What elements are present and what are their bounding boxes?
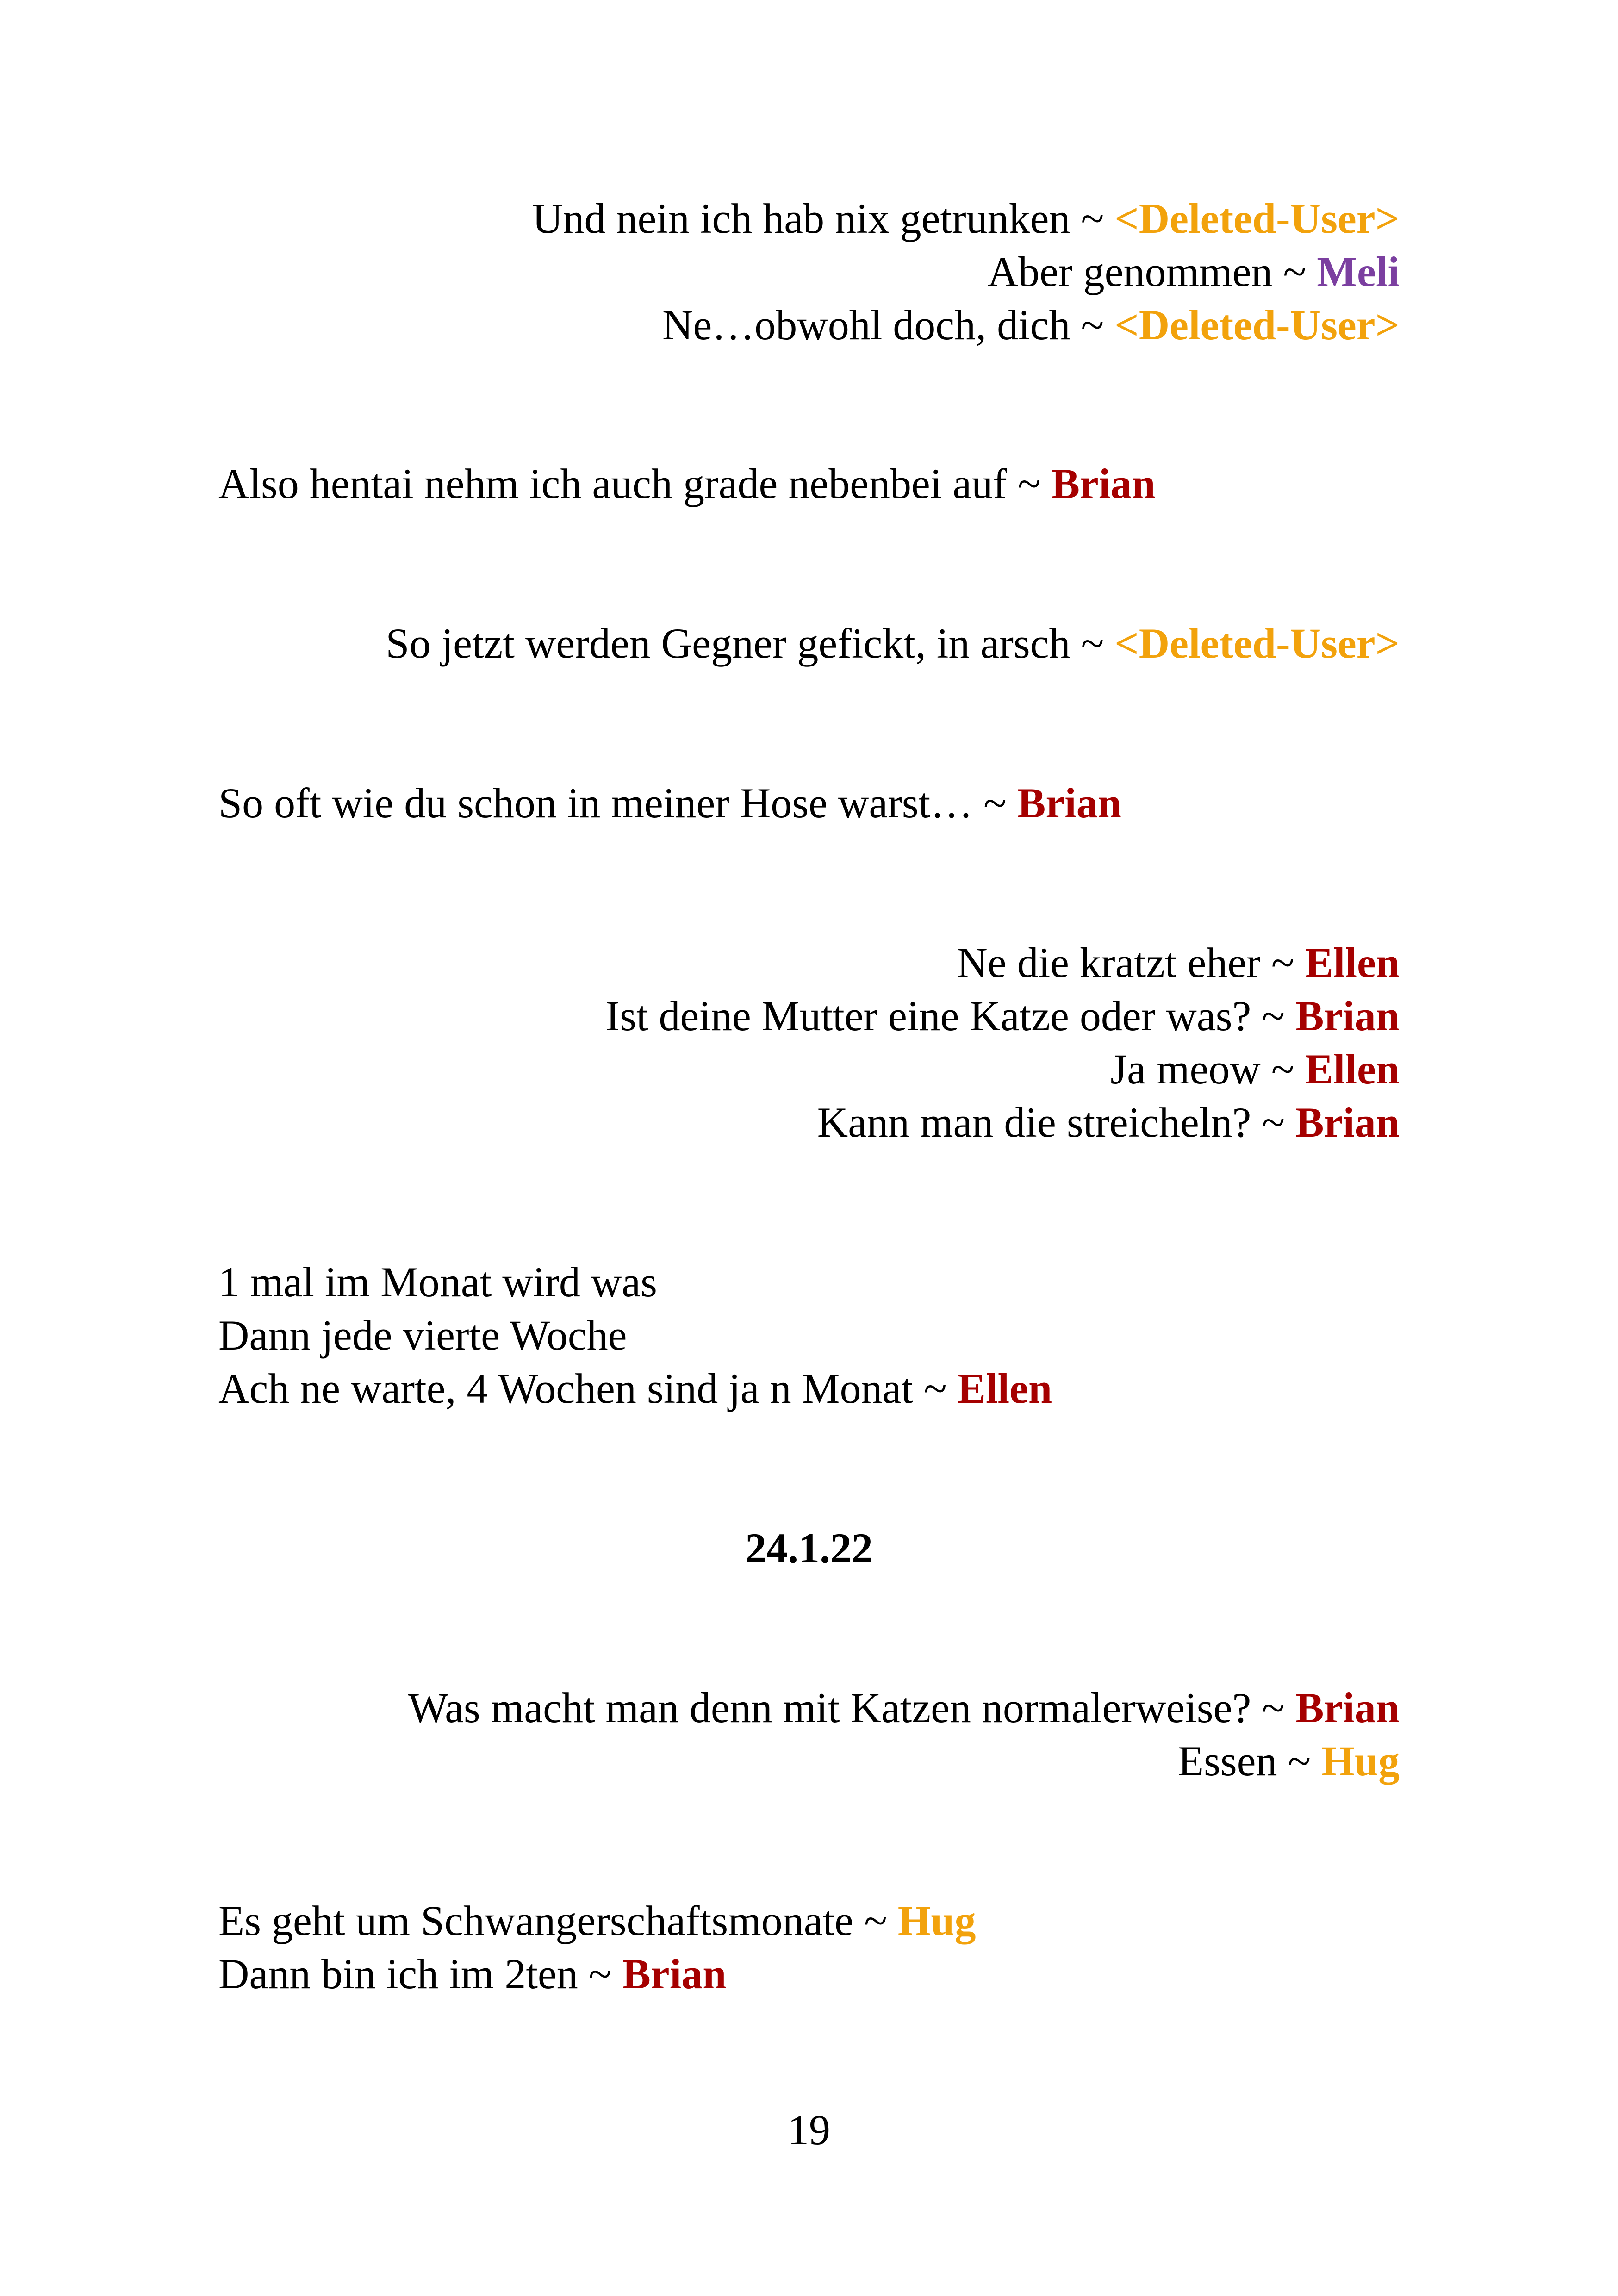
quote-author: <Deleted-User> xyxy=(1114,301,1400,348)
date-heading-block xyxy=(218,1522,1400,1575)
quote-text: So oft wie du schon in meiner Hose warst… ~ xyxy=(218,779,1017,827)
quote-line xyxy=(218,1043,1400,1096)
quote-text: Kann man die streicheln? ~ xyxy=(817,1099,1296,1146)
quote-author: Brian xyxy=(1295,992,1400,1039)
quote-author: <Deleted-User> xyxy=(1114,620,1400,667)
quote-text: So jetzt werden Gegner gefickt, in arsch ~ xyxy=(386,620,1115,667)
quote-text: Und nein ich hab nix getrunken ~ xyxy=(532,195,1115,242)
quote-text: Dann jede vierte Woche xyxy=(218,1312,627,1359)
quote-line xyxy=(218,1894,1400,1948)
quote-line xyxy=(218,1256,1400,1309)
quote-author: Brian xyxy=(1051,460,1156,507)
date-heading: 24.1.22 xyxy=(745,1524,873,1572)
quote-text: Also hentai nehm ich auch grade nebenbei auf ~ xyxy=(218,460,1052,507)
quote-group xyxy=(218,777,1400,830)
quote-line xyxy=(218,617,1400,670)
quote-line xyxy=(218,457,1400,510)
quote-line xyxy=(218,936,1400,989)
quote-text: Es geht um Schwangerschaftsmonate ~ xyxy=(218,1897,898,1944)
quote-group xyxy=(218,1681,1400,1788)
quote-author: Brian xyxy=(1295,1099,1400,1146)
quote-author: Ellen xyxy=(1305,1045,1400,1093)
quote-group xyxy=(218,617,1400,670)
quote-text: Ach ne warte, 4 Wochen sind ja n Monat ~ xyxy=(218,1365,958,1412)
quote-line xyxy=(218,1948,1400,2001)
quote-text: Ne…obwohl doch, dich ~ xyxy=(662,301,1115,348)
quote-line xyxy=(218,989,1400,1043)
quote-text: Was macht man denn mit Katzen normalerweise? ~ xyxy=(408,1684,1296,1731)
quote-line xyxy=(218,299,1400,352)
quote-group xyxy=(218,1894,1400,2001)
quote-text: 1 mal im Monat wird was xyxy=(218,1258,657,1306)
quote-line xyxy=(218,1362,1400,1415)
quote-line xyxy=(218,245,1400,299)
quote-author: Meli xyxy=(1317,248,1400,295)
quote-author: Ellen xyxy=(957,1365,1052,1412)
quote-author: Hug xyxy=(1321,1737,1400,1785)
quote-line xyxy=(218,1309,1400,1362)
quote-author: Hug xyxy=(897,1897,976,1944)
quote-author: Ellen xyxy=(1305,939,1400,986)
quote-author: Brian xyxy=(1295,1684,1400,1731)
quote-group xyxy=(218,1256,1400,1415)
quote-line xyxy=(218,1735,1400,1788)
quote-text: Dann bin ich im 2ten ~ xyxy=(218,1950,622,1997)
quote-line xyxy=(218,777,1400,830)
quote-author: Brian xyxy=(1017,779,1121,827)
quote-text: Ne die kratzt eher ~ xyxy=(957,939,1305,986)
quote-text: Ja meow ~ xyxy=(1110,1045,1305,1093)
quote-author: <Deleted-User> xyxy=(1114,195,1400,242)
quote-line xyxy=(218,192,1400,245)
quote-line xyxy=(218,1096,1400,1149)
quote-group xyxy=(218,457,1400,510)
quote-text: Ist deine Mutter eine Katze oder was? ~ xyxy=(605,992,1296,1039)
page-number: 19 xyxy=(788,2106,830,2153)
quote-group xyxy=(218,936,1400,1149)
quote-text: Aber genommen ~ xyxy=(987,248,1317,295)
quote-line xyxy=(218,1681,1400,1735)
quote-group xyxy=(218,192,1400,352)
quote-text: Essen ~ xyxy=(1177,1737,1322,1785)
quote-author: Brian xyxy=(622,1950,727,1997)
